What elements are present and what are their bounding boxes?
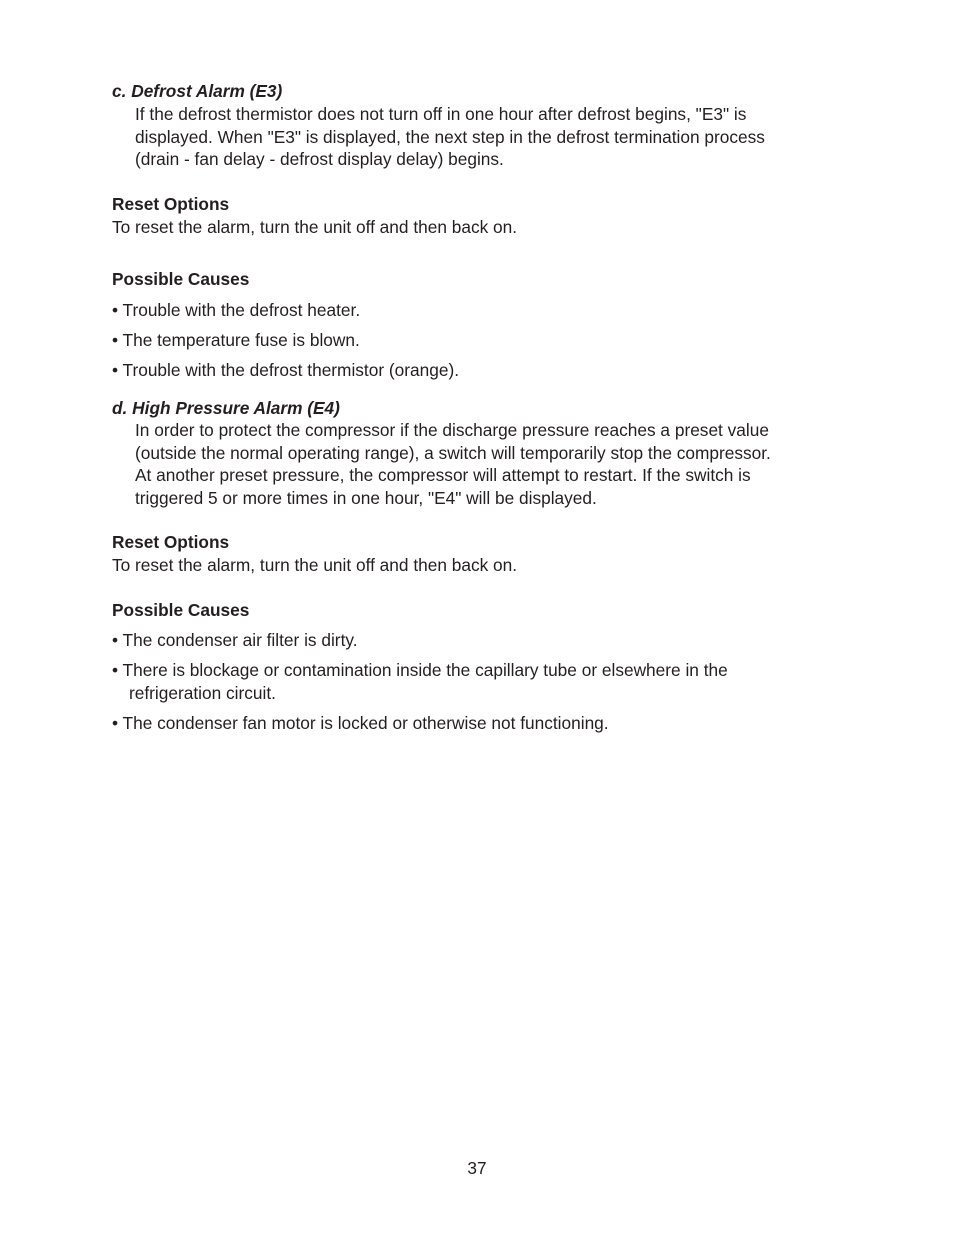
possible-causes-heading: Possible Causes [112,269,250,289]
cause-list-item: • Trouble with the defrost thermistor (orange). [112,360,460,380]
section-description-line: (outside the normal operating range), a switch will temporarily stop the compressor. [135,443,771,463]
possible-causes-heading: Possible Causes [112,600,250,620]
cause-list-item: • The condenser air filter is dirty. [112,630,358,650]
section-title-defrost-alarm: c. Defrost Alarm (E3) [112,81,283,101]
section-description-line: If the defrost thermistor does not turn off in one hour after defrost begins, "E3" is [135,104,747,124]
reset-options-text: To reset the alarm, turn the unit off and then back on. [112,217,518,237]
cause-list-item: • Trouble with the defrost heater. [112,300,361,320]
cause-list-item: • The condenser fan motor is locked or otherwise not functioning. [112,713,609,733]
reset-options-heading: Reset Options [112,194,230,214]
reset-options-text: To reset the alarm, turn the unit off and then back on. [112,555,518,575]
cause-list-item: • The temperature fuse is blown. [112,330,360,350]
section-description-line: At another preset pressure, the compressor will attempt to restart. If the switch is [135,465,751,485]
section-description-line: (drain - fan delay - defrost display delay) begins. [135,149,504,169]
reset-options-heading: Reset Options [112,532,230,552]
section-description-line: triggered 5 or more times in one hour, "E4" will be displayed. [135,488,597,508]
cause-list-item: • There is blockage or contamination inside the capillary tube or elsewhere in the [112,660,728,680]
section-title-high-pressure-alarm: d. High Pressure Alarm (E4) [112,398,340,418]
section-description-line: In order to protect the compressor if the discharge pressure reaches a preset value [135,420,769,440]
cause-list-item-continuation: refrigeration circuit. [129,683,276,703]
page-number: 37 [467,1158,487,1178]
section-description-line: displayed. When "E3" is displayed, the next step in the defrost termination process [135,127,765,147]
